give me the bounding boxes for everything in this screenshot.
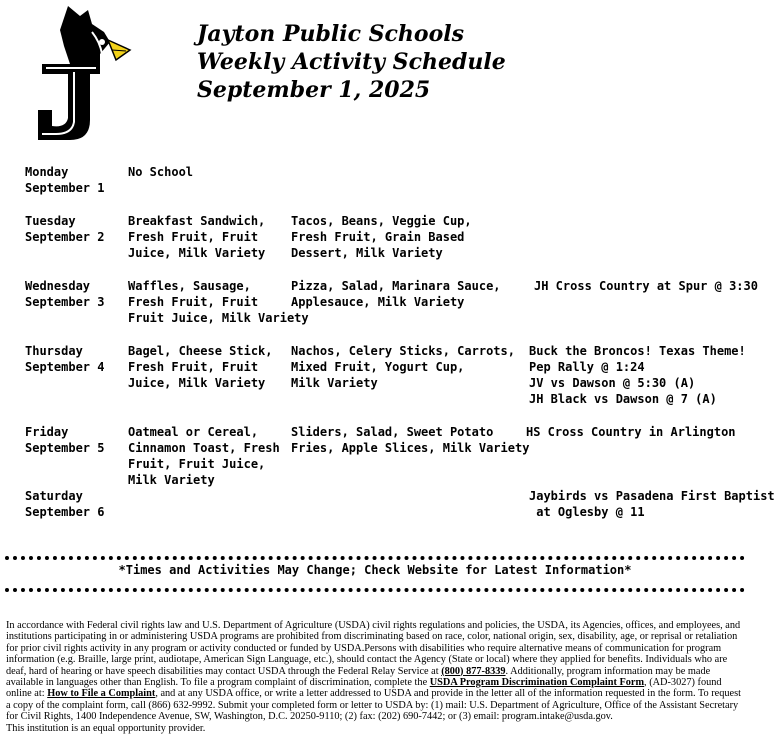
tuesday-lunch: Tacos, Beans, Veggie Cup, Fresh Fruit, Grain Based Dessert, Milk Variety <box>291 214 472 260</box>
relay-phone: (800) 877-8339 <box>441 665 506 677</box>
day-monday: Monday September 1 <box>25 165 105 195</box>
thursday-activities: Buck the Broncos! Texas Theme! Pep Rally @ 1:24 JV vs Dawson @ 5:30 (A) JH Black vs Dawson @ 7 (A) <box>529 344 746 406</box>
thursday-lunch: Nachos, Celery Sticks, Carrots, Mixed Fruit, Yogurt Cup, Milk Variety <box>291 344 515 390</box>
thursday-breakfast: Bagel, Cheese Stick, Fresh Fruit, Fruit Juice, Milk Variety <box>128 344 273 390</box>
day-tuesday: Tuesday September 2 <box>25 214 105 244</box>
title-date: September 1, 2025 <box>197 77 431 103</box>
usda-nondiscrimination-statement: In accordance with Federal civil rights law and U.S. Department of Agriculture (USDA) civil rights regulations and policies, the USDA, its Agencies, offices, and employees, and institutions participating in or administering USDA programs are prohibited from discriminating based on race, color, national origin, sex, disability, age, or reprisal or retaliation for prior civil rights activity in any program or activity conducted or funded by USDA.Persons with disabilities who require alternative means of communication for program information (e.g. Braille, large print, audiotape, American Sign Language, etc.), should contact the Agency (State or local) where they applied for benefits. Individuals who are deaf, hard of hearing or have speech disabilities may contact USDA through the Federal Relay Service at (800) 877-8339. Additionally, program information may be made available in languages other than English. To file a program complaint of discrimination, complete the USDA Program Discrimination Complaint Form, (AD-3027) found online at: How to File a Complaint, and at any USDA office, or write a letter addressed to USDA and provide in the letter all of the information requested in the form. To request a copy of the complaint form, call (866) 632-9992. Submit your completed form or letter to USDA by: (1) mail: U.S. Department of Agriculture, Office of the Assistant Secretary for Civil Rights, 1400 Independence Avenue, SW, Washington, D.C. 20250-9110; (2) fax: (202) 690-7442; or (3) email: program.intake@usda.gov. This institution is an equal opportunity provider. <box>6 620 741 734</box>
monday-breakfast: No School <box>128 165 194 179</box>
how-to-file-link[interactable]: How to File a Complaint <box>47 688 156 700</box>
day-wednesday: Wednesday September 3 <box>25 279 105 309</box>
divider-bottom <box>5 588 745 592</box>
schedule-notice: *Times and Activities May Change; Check Website for Latest Information* <box>118 563 632 577</box>
day-saturday: Saturday September 6 <box>25 489 105 519</box>
wednesday-activities: JH Cross Country at Spur @ 3:30 <box>534 279 758 293</box>
complaint-form-link[interactable]: USDA Program Discrimination Complaint Form <box>429 677 645 689</box>
school-logo-icon <box>30 2 135 144</box>
wednesday-lunch: Pizza, Salad, Marinara Sauce, Applesauce, Milk Variety <box>291 279 501 309</box>
wednesday-breakfast: Waffles, Sausage, Fresh Fruit, Fruit Fruit Juice, Milk Variety <box>128 279 309 325</box>
document-title <box>197 20 506 104</box>
title-school: Jayton Public Schools <box>197 21 464 47</box>
divider-top <box>5 556 745 560</box>
friday-breakfast: Oatmeal or Cereal, Cinnamon Toast, Fresh Fruit, Fruit Juice, Milk Variety <box>128 425 280 487</box>
friday-activities: HS Cross Country in Arlington <box>526 425 736 439</box>
day-thursday: Thursday September 4 <box>25 344 105 374</box>
friday-lunch: Sliders, Salad, Sweet Potato Fries, Apple Slices, Milk Variety <box>291 425 530 455</box>
title-schedule: Weekly Activity Schedule <box>197 49 506 75</box>
saturday-activities: Jaybirds vs Pasadena First Baptist at Oglesby @ 11 <box>529 489 775 519</box>
tuesday-breakfast: Breakfast Sandwich, Fresh Fruit, Fruit Juice, Milk Variety <box>128 214 266 260</box>
equal-opportunity-statement: This institution is an equal opportunity provider. <box>6 722 206 734</box>
day-friday: Friday September 5 <box>25 425 105 455</box>
